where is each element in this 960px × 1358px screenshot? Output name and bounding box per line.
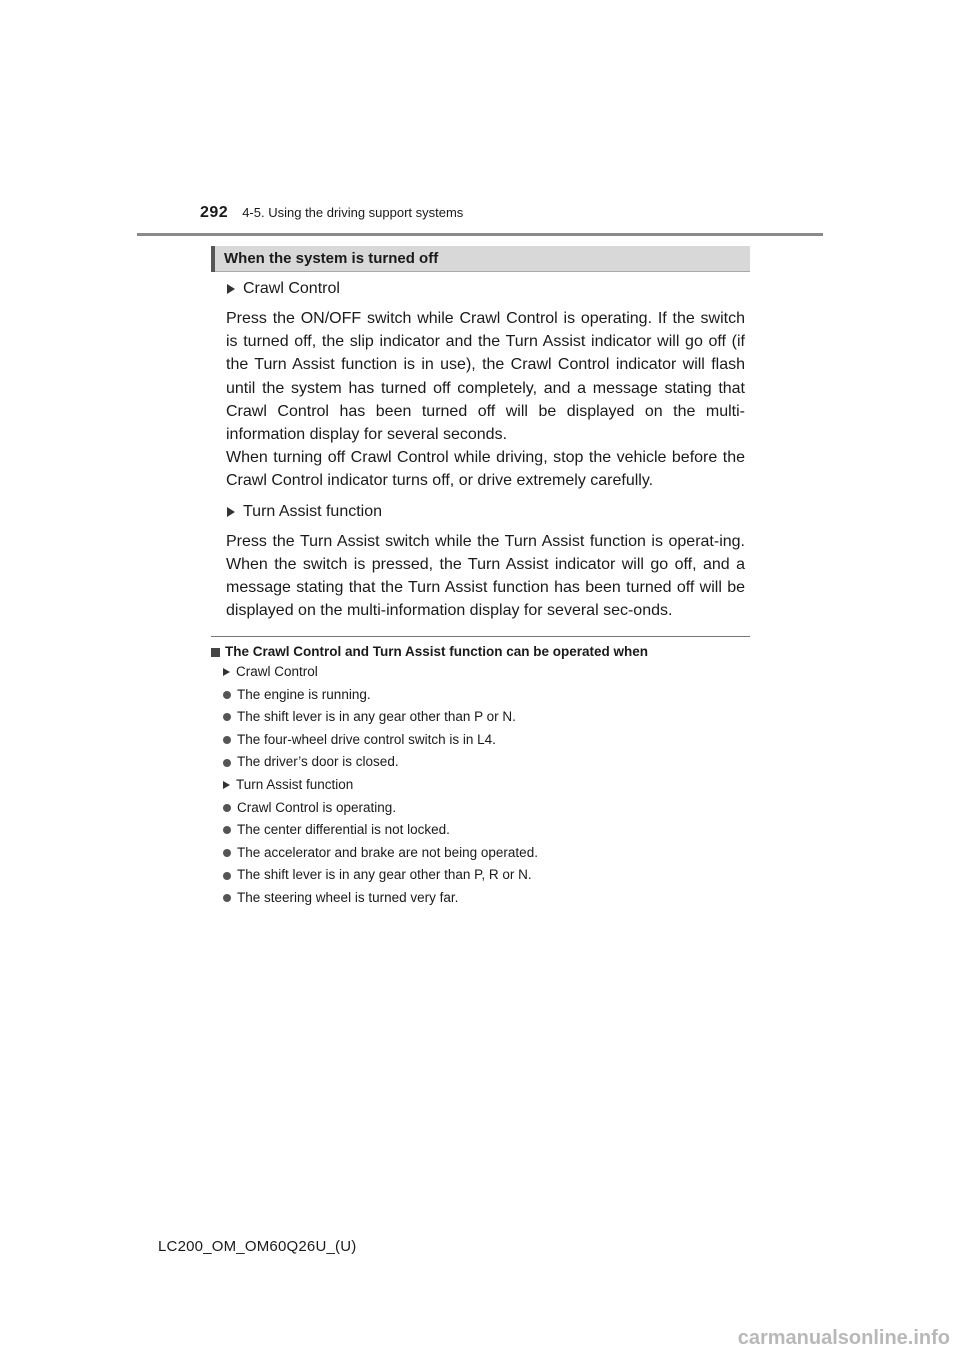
list-item: The center differential is not locked. [211,819,750,842]
bullet-icon [223,736,231,744]
page-header [200,204,463,222]
footer-code: LC200_OM_OM60Q26U_(U) [158,1238,357,1255]
list-item: Crawl Control is operating. [211,797,750,820]
list-item: The steering wheel is turned very far. [211,887,750,910]
note-subheading: Crawl Control [211,661,750,684]
triangle-icon [223,781,230,789]
triangle-icon [227,507,235,517]
header-rule [137,233,823,236]
bullet-icon [223,872,231,880]
notes-title: The Crawl Control and Turn Assist function can be operated when [211,643,750,661]
bullet-icon [223,804,231,812]
main-content [226,278,745,622]
heading-accent [211,246,215,272]
note-subheading: Turn Assist function [211,774,750,797]
subheading-turn-assist: Turn Assist function [226,501,745,523]
bullet-icon [223,759,231,767]
bullet-icon [223,691,231,699]
list-item: The four-wheel drive control switch is in L4. [211,729,750,752]
subheading-crawl-control: Crawl Control [226,278,745,300]
bullet-icon [223,826,231,834]
list-item: The shift lever is in any gear other than P, R or N. [211,864,750,887]
notes-rule [211,636,750,637]
notes-section [211,643,750,910]
paragraph: When turning off Crawl Control while driving, stop the vehicle before the Crawl Control indicator turns off, or drive extremely carefully. [226,449,745,490]
list-item: The accelerator and brake are not being operated. [211,842,750,865]
bullet-icon [223,713,231,721]
section-heading: When the system is turned off [224,250,439,267]
page-number: 292 [200,204,229,221]
bullet-icon [223,894,231,902]
paragraph: Press the Turn Assist switch while the Turn Assist function is operat-ing. When the switch is pressed, the Turn Assist indicator will go off, and a message stating that the Turn Assist function has been turned off will be displayed on the multi-information display for several sec-onds. [226,532,745,620]
bullet-icon [223,849,231,857]
paragraph: Press the ON/OFF switch while Crawl Control is operating. If the switch is turned off, the slip indicator and the Turn Assist indicator will go off (if the Turn Assist function is in use), the Crawl Control indicator will flash until the system has turned off completely, and a message stating that Crawl Control has been turned off will be displayed on the multi-information display for several seconds. [226,310,745,444]
square-bullet-icon [211,648,220,657]
list-item: The shift lever is in any gear other than P or N. [211,706,750,729]
list-item: The engine is running. [211,684,750,707]
triangle-icon [227,284,235,294]
section-title: 4-5. Using the driving support systems [242,205,464,220]
triangle-icon [223,668,230,676]
section-heading-bar [211,246,750,272]
watermark: carmanualsonline.info [737,1327,950,1349]
list-item: The driver’s door is closed. [211,751,750,774]
